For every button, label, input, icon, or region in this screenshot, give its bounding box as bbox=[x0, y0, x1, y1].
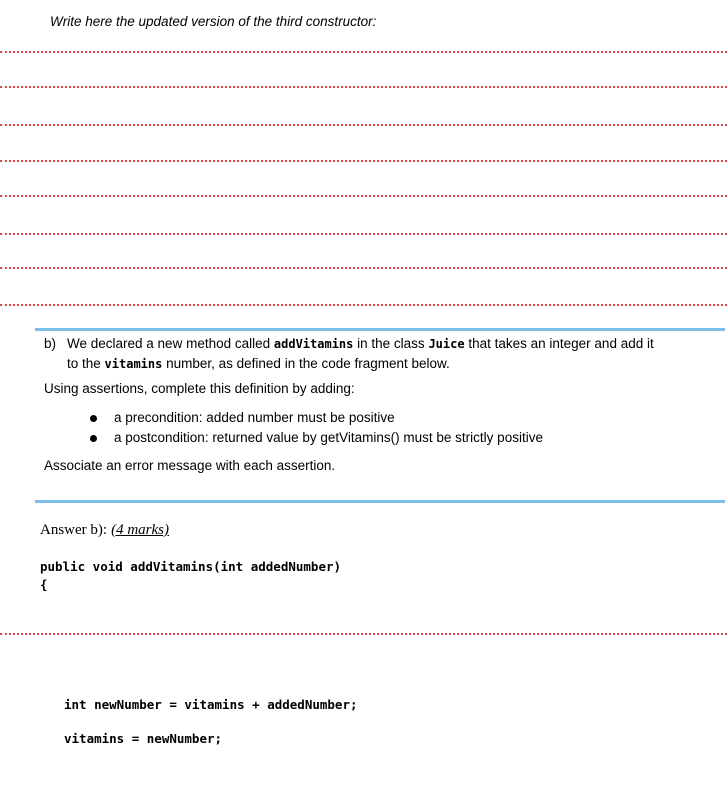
answer-line-4 bbox=[0, 160, 727, 162]
answer-marks: (4 marks) bbox=[111, 522, 169, 538]
class-name: Juice bbox=[428, 337, 465, 351]
answer-heading bbox=[40, 522, 169, 539]
code-answer-line bbox=[0, 633, 727, 635]
bullet-icon bbox=[90, 435, 97, 442]
question-top-rule bbox=[35, 328, 725, 331]
answer-line-2 bbox=[0, 86, 727, 88]
question-bottom-rule bbox=[35, 500, 725, 503]
list-item: a precondition: added number must be positive bbox=[90, 408, 543, 428]
open-brace: { bbox=[40, 577, 48, 592]
error-note: Associate an error message with each assertion. bbox=[44, 458, 336, 473]
assertions-intro: Using assertions, complete this definition by adding: bbox=[44, 381, 355, 396]
code-line-assign: vitamins = newNumber; bbox=[64, 731, 223, 746]
method-signature: public void addVitamins(int addedNumber) bbox=[40, 559, 342, 574]
question-b: b) We declared a new method called addVitamins in the class Juice that takes an integer and add it to the vitamins number, as defined in the code fragment below. bbox=[44, 336, 654, 371]
question-label: b) bbox=[44, 336, 57, 351]
answer-line-5 bbox=[0, 195, 727, 197]
answer-label: Answer b): bbox=[40, 522, 108, 538]
answer-line-3 bbox=[0, 124, 727, 126]
list-item: a postcondition: returned value by getVitamins() must be strictly positive bbox=[90, 428, 543, 448]
bullet-list bbox=[90, 408, 543, 448]
answer-line-1 bbox=[0, 51, 727, 53]
constructor-prompt: Write here the updated version of the third constructor: bbox=[50, 14, 377, 29]
field-name: vitamins bbox=[104, 357, 163, 371]
answer-line-7 bbox=[0, 267, 727, 269]
answer-line-6 bbox=[0, 233, 727, 235]
code-line-new-number: int newNumber = vitamins + addedNumber; bbox=[64, 697, 358, 712]
bullet-icon bbox=[90, 415, 97, 422]
method-name: addVitamins bbox=[273, 337, 354, 351]
answer-line-8 bbox=[0, 304, 727, 306]
